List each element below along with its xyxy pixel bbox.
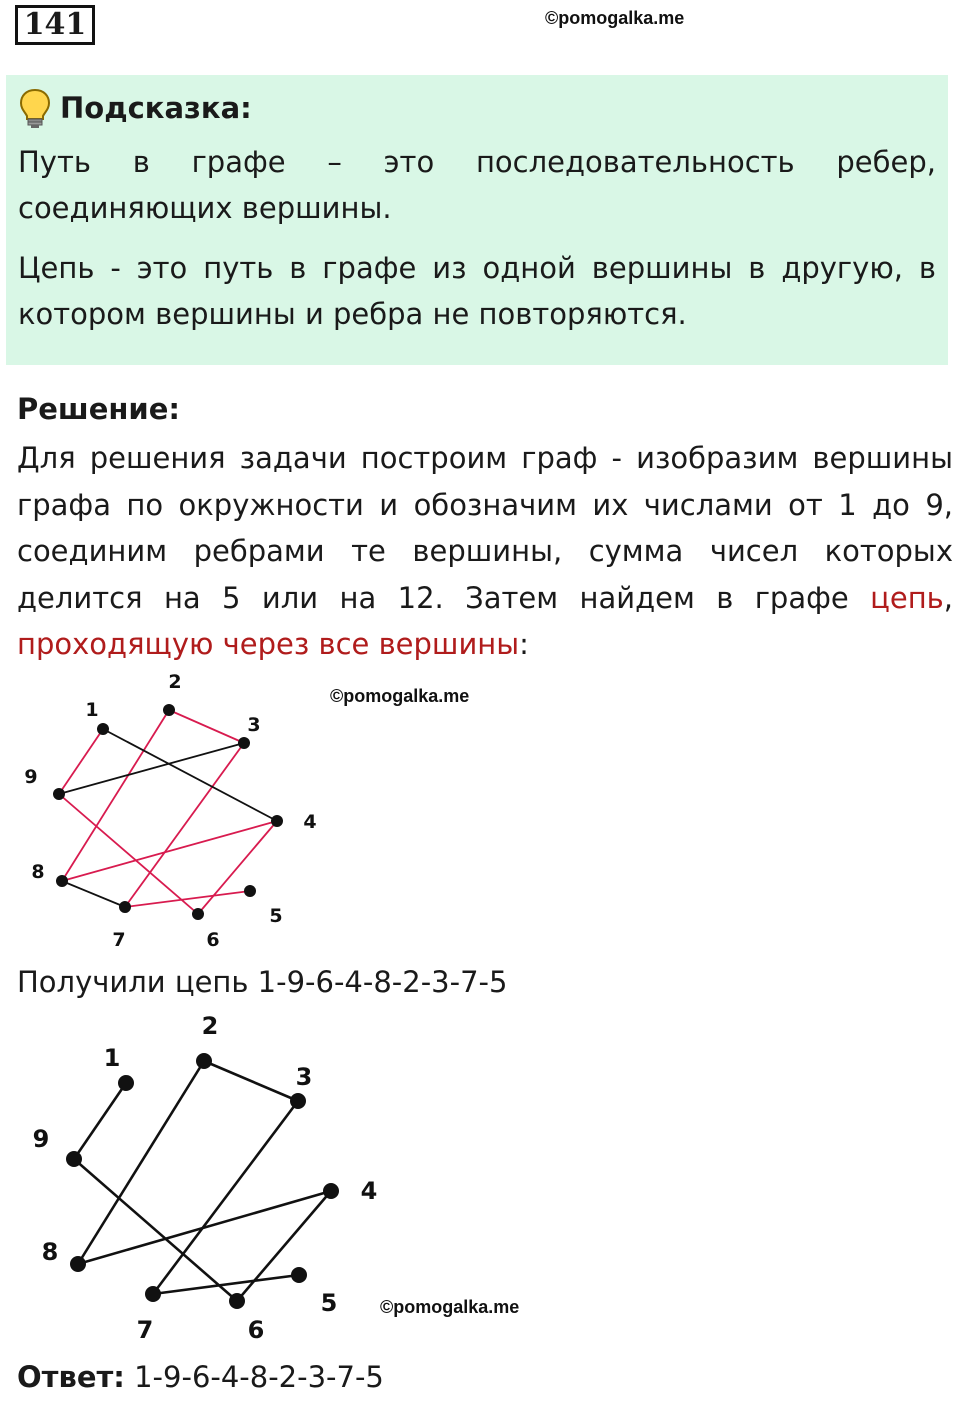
vertex-label-1: 1 [85, 699, 99, 721]
vertex-label-4: 4 [303, 811, 317, 833]
red-edge-2-3 [169, 710, 244, 743]
chain-edge-6-4 [237, 1191, 331, 1301]
vertex-label-8: 8 [31, 861, 45, 883]
vertex-9 [53, 788, 65, 800]
solution-title: Решение: [17, 392, 181, 426]
graph-full [0, 665, 520, 960]
task-number: 141 [15, 5, 95, 45]
vertex-label-8: 8 [41, 1238, 59, 1266]
watermark-graph1: ©pomogalka.me [330, 686, 470, 706]
vertex-3 [238, 737, 250, 749]
vertex-5 [291, 1267, 307, 1283]
answer-value: 1-9-6-4-8-2-3-7-5 [134, 1360, 384, 1394]
vertex-label-6: 6 [206, 929, 220, 951]
vertex-6 [192, 908, 204, 920]
hint-path-definition: Путь в графе – это последовательность ребер, соединяющих вершины. [18, 145, 936, 225]
vertex-3 [290, 1093, 306, 1109]
vertex-label-3: 3 [295, 1063, 313, 1091]
solution-text [17, 435, 953, 668]
vertex-8 [70, 1256, 86, 1272]
hint-title [18, 83, 936, 133]
vertex-4 [323, 1183, 339, 1199]
vertex-6 [229, 1293, 245, 1309]
vertex-1 [118, 1075, 134, 1091]
hint-box [6, 75, 948, 365]
vertex-label-5: 5 [269, 905, 283, 927]
vertex-label-2: 2 [201, 1012, 219, 1040]
answer [17, 1360, 384, 1394]
highlight-chain: цепь [870, 580, 944, 615]
answer-label: Ответ: [17, 1360, 125, 1394]
vertex-8 [56, 875, 68, 887]
vertex-label-2: 2 [168, 671, 182, 693]
vertex-1 [97, 723, 109, 735]
chain-edge-1-9 [74, 1083, 126, 1159]
vertex-label-6: 6 [247, 1316, 265, 1344]
vertex-label-1: 1 [103, 1044, 121, 1072]
graph-chain [0, 1005, 420, 1350]
vertex-label-5: 5 [320, 1289, 338, 1317]
vertex-7 [119, 901, 131, 913]
vertex-label-4: 4 [360, 1177, 378, 1205]
vertex-7 [145, 1286, 161, 1302]
result-line: Получили цепь 1-9-6-4-8-2-3-7-5 [17, 965, 508, 999]
vertex-2 [163, 704, 175, 716]
red-edge-4-6 [198, 821, 277, 914]
comma: , [943, 580, 953, 615]
vertex-4 [271, 815, 283, 827]
hint-chain-definition: Цепь - это путь в графе из одной вершины в другую, в котором вершины и ребра не повторяются. [18, 251, 936, 331]
vertex-5 [244, 885, 256, 897]
lightbulb-icon [18, 87, 52, 129]
watermark-graph2: ©pomogalka.me [380, 1297, 520, 1317]
solution-text-main: Для решения задачи построим граф - изобразим вершины графа по окружности и обозначим их числами от 1 до 9, соединим ребрами те вершины, сумма чисел которых делится на 5 или на 12. Затем найдем в графе [17, 441, 953, 615]
vertex-label-9: 9 [32, 1125, 50, 1153]
vertex-label-7: 7 [136, 1316, 154, 1344]
chain-edge-2-3 [204, 1061, 298, 1101]
vertex-label-3: 3 [247, 714, 261, 736]
highlight-all-vertices: проходящую через все вершины [17, 627, 520, 661]
chain-edge-3-7 [153, 1101, 298, 1294]
vertex-2 [196, 1053, 212, 1069]
watermark-top: ©pomogalka.me [545, 8, 685, 28]
hint-title-text: Подсказка: [60, 91, 252, 125]
red-edge-3-7 [125, 743, 244, 907]
black-edge-8-7 [62, 881, 125, 907]
black-edge-9-3 [59, 743, 244, 794]
vertex-9 [66, 1151, 82, 1167]
vertex-label-7: 7 [112, 929, 126, 951]
vertex-label-9: 9 [24, 766, 38, 788]
colon: : [519, 627, 529, 661]
